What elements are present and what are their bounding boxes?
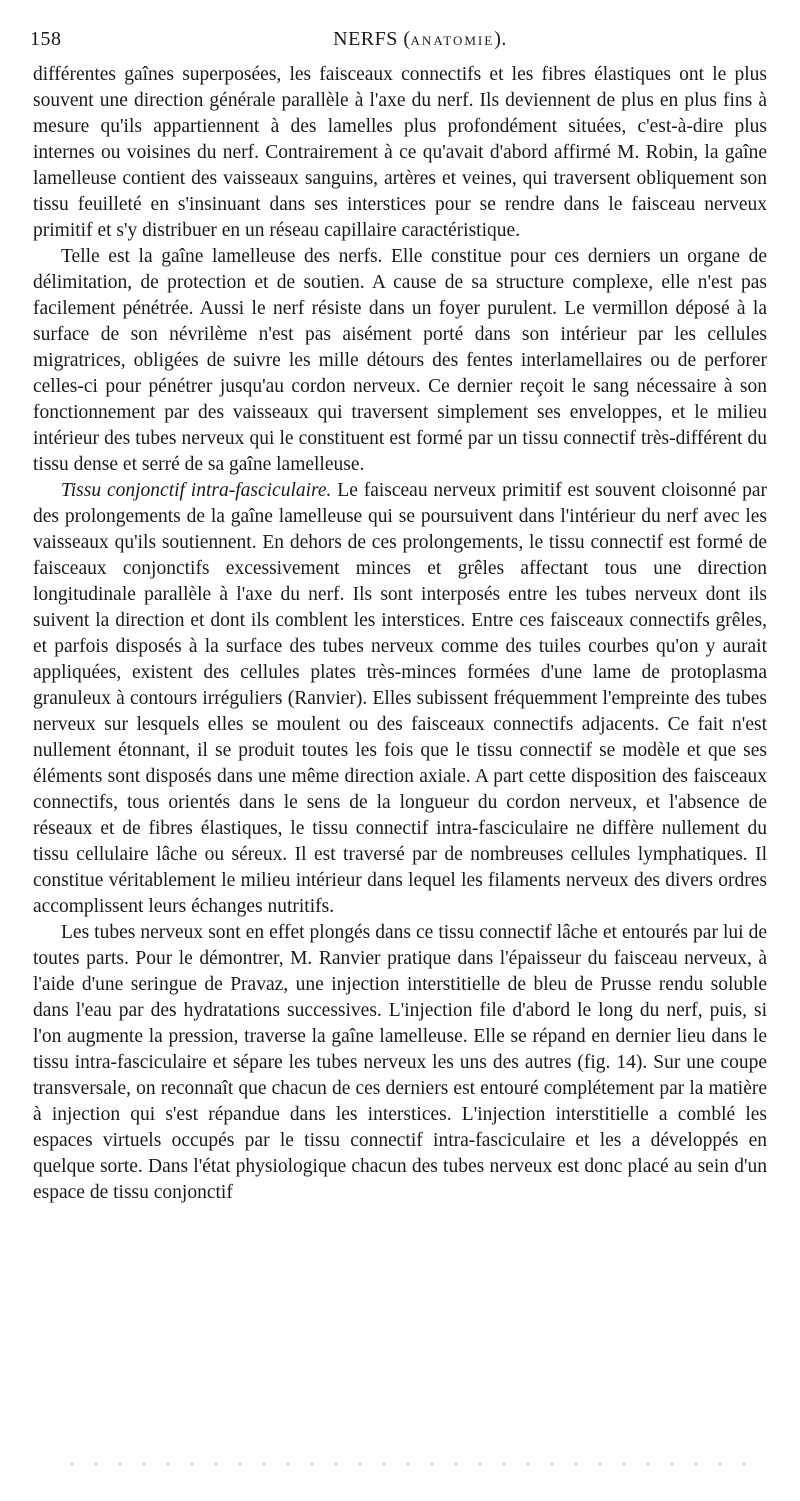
paragraph-1-continued: différentes gaînes superposées, les faisceaux connectifs et les fibres élastiques ont le plus souvent une direction générale parallèle à l'axe du nerf. Ils deviennent de plus en plus fins à mesure qu'ils appartiennent à des lamelles plus profondément situées, c'est-à-dire plus internes ou voisines du nerf. Contrairement à ce qu'avait d'abord affirmé M. Robin, la gaîne lamelleuse contient des vaisseaux sanguins, artères et veines, qui traversent obliquement son tissu feuilleté en s'insinuant dans ses interstices pour se rendre dans le faisceau nerveux primitif et s'y distribuer en un réseau capillaire caractéristique. bbox=[33, 64, 767, 241]
section-heading-italic: Tissu conjonctif intra-fasciculaire. bbox=[61, 480, 332, 501]
running-title-subject: ANATOMIE bbox=[410, 33, 495, 48]
running-header bbox=[30, 28, 770, 58]
scan-specks bbox=[60, 1462, 760, 1466]
running-title-main: NERFS bbox=[333, 28, 398, 50]
page-number: 158 bbox=[30, 28, 62, 50]
paragraph-2: Telle est la gaîne lamelleuse des nerfs. Elle constitue pour ces derniers un organe de délimitation, de protection et de soutien. A cause de sa structure complexe, elle n'est pas facilement pénétrée. Aussi le nerf résiste dans un foyer purulent. Le vermillon déposé à la surface de son névrilème n'est pas aisément porté dans son intérieur par les cellules migratrices, obligées de suivre les mille détours des fentes interlamellaires ou de perforer celles-ci pour pénétrer jusqu'au cordon nerveux. Ce dernier reçoit le sang nécessaire à son fonctionnement par des vaisseaux qui traversent simplement ses enveloppes, et le milieu intérieur des tubes nerveux qui le constituent est formé par un tissu connectif très-différent du tissu dense et serré de sa gaîne lamelleuse. bbox=[33, 246, 767, 475]
running-title bbox=[30, 28, 770, 51]
body-text bbox=[33, 62, 767, 1206]
running-title-close: ). bbox=[494, 28, 507, 50]
running-title-open: ( bbox=[397, 28, 411, 50]
paragraph-4: Les tubes nerveux sont en effet plongés dans ce tissu connectif lâche et entourés par lui de toutes parts. Pour le démontrer, M. Ranvier pratique dans l'épaisseur du faisceau nerveux, à l'aide d'une seringue de Pravaz, une injection interstitielle de bleu de Prusse rendu soluble dans l'eau par des hydratations successives. L'injection file d'abord le long du nerf, puis, si l'on augmente la pression, traverse la gaîne lamelleuse. Elle se répand en dernier lieu dans le tissu intra-fasciculaire et sépare les tubes nerveux les uns des autres (fig. 14). Sur une coupe transversale, on reconnaît que chacun de ces derniers est entouré complétement par la matière à injection qui s'est répandue dans les interstices. L'injection interstitielle a comblé les espaces virtuels occupés par le tissu connectif intra-fasciculaire et les a développés en quelque sorte. Dans l'état physiologique chacun des tubes nerveux est donc placé au sein d'un espace de tissu conjonctif bbox=[33, 922, 767, 1203]
paragraph-3 bbox=[33, 478, 767, 920]
paragraph-3-text: Le faisceau nerveux primitif est souvent cloisonné par des prolongements de la gaîne lamelleuse qui se poursuivent dans l'intérieur du nerf avec les vaisseaux qu'ils soutiennent. En dehors de ces prolongements, le tissu connectif est formé de faisceaux conjonctifs excessivement minces et grêles affectant tous une direction longitudinale parallèle à l'axe du nerf. Ils sont interposés entre les tubes nerveux dont ils suivent la direction et dont ils comblent les interstices. Entre ces faisceaux connectifs grêles, et parfois disposés à la surface des tubes nerveux comme des tuiles courbes qu'on y aurait appliquées, existent des cellules plates très-minces formées d'une lame de protoplasma granuleux à contours irréguliers (Ranvier). Elles subissent fréquemment l'empreinte des tubes nerveux sur lesquels elles se moulent ou des faisceaux connectifs adjacents. Ce fait n'est nullement étonnant, il se produit toutes les fois que le tissu connectif se modèle et que ses éléments sont disposés dans une même direction axiale. A part cette disposition des faisceaux connectifs, tous orientés dans le sens de la longueur du cordon nerveux, et l'absence de réseaux et de fibres élastiques, le tissu connectif intra-fasciculaire ne diffère nullement du tissu cellulaire lâche ou séreux. Il est traversé par de nombreuses cellules lymphatiques. Il constitue véritablement le milieu intérieur dans lequel les filaments nerveux des divers ordres accomplissent leurs échanges nutritifs. bbox=[33, 480, 767, 917]
